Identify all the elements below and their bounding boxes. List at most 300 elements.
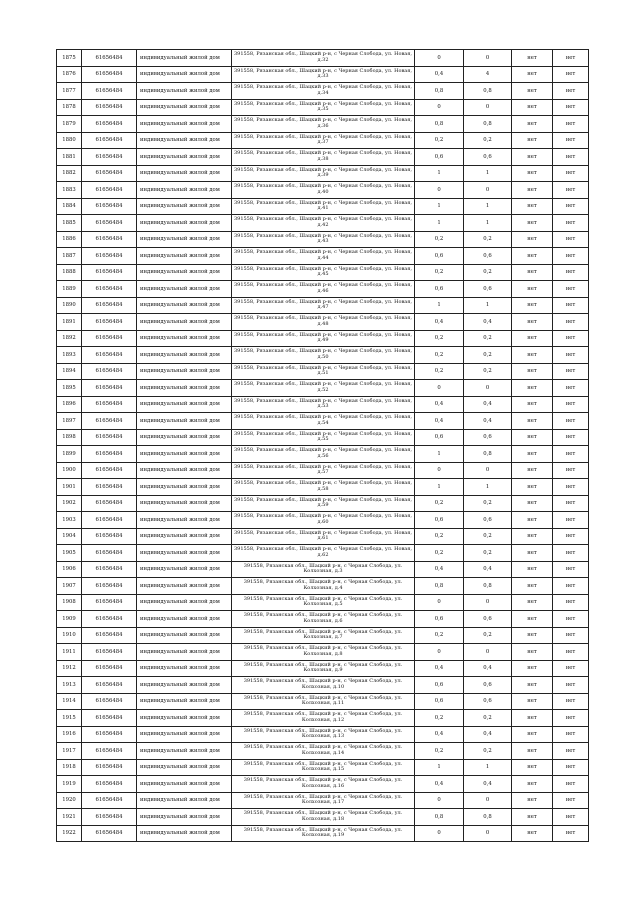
value-b-cell: 1 [464,165,512,182]
address-cell: 391558, Рязанская обл., Шацкий р-н, с Черная Слобода, ул. Новая, д.61 [232,528,415,545]
value-a-cell: 0,2 [415,231,464,248]
object-type-cell: индивидуальный жилой дом [137,495,232,512]
value-a-cell: 0 [415,644,464,661]
flag-2-cell: нет [553,264,589,281]
table-row [57,198,589,215]
address-cell: 391558, Рязанская обл., Шацкий р-н, с Черная Слобода, ул. Колхозная, д.7 [232,627,415,644]
flag-1-cell: нет [512,347,553,364]
oktmo-code-cell: 61656484 [82,660,137,677]
oktmo-code-cell: 61656484 [82,495,137,512]
address-cell: 391558, Рязанская обл., Шацкий р-н, с Черная Слобода, ул. Колхозная, д.3 [232,561,415,578]
oktmo-code-cell: 61656484 [82,264,137,281]
value-a-cell: 0,4 [415,726,464,743]
table-row [57,693,589,710]
flag-1-cell: нет [512,495,553,512]
row-number-cell: 1904 [57,528,82,545]
object-type-cell: индивидуальный жилой дом [137,693,232,710]
value-b-cell: 0,4 [464,776,512,793]
flag-2-cell: нет [553,462,589,479]
oktmo-code-cell: 61656484 [82,99,137,116]
object-type-cell: индивидуальный жилой дом [137,165,232,182]
oktmo-code-cell: 61656484 [82,809,137,826]
flag-2-cell: нет [553,99,589,116]
flag-2-cell: нет [553,198,589,215]
flag-2-cell: нет [553,446,589,463]
row-number-cell: 1920 [57,792,82,809]
address-cell: 391558, Рязанская обл., Шацкий р-н, с Черная Слобода, ул. Колхозная, д.18 [232,809,415,826]
value-b-cell: 0,6 [464,611,512,628]
object-type-cell: индивидуальный жилой дом [137,215,232,232]
row-number-cell: 1907 [57,578,82,595]
oktmo-code-cell: 61656484 [82,462,137,479]
address-cell: 391558, Рязанская обл., Шацкий р-н, с Черная Слобода, ул. Новая, д.39 [232,165,415,182]
table-row [57,83,589,100]
address-cell: 391558, Рязанская обл., Шацкий р-н, с Черная Слобода, ул. Новая, д.38 [232,149,415,166]
address-cell: 391558, Рязанская обл., Шацкий р-н, с Черная Слобода, ул. Новая, д.53 [232,396,415,413]
row-number-cell: 1917 [57,743,82,760]
flag-2-cell: нет [553,215,589,232]
object-type-cell: индивидуальный жилой дом [137,594,232,611]
table-row [57,248,589,265]
value-a-cell: 0,4 [415,561,464,578]
object-type-cell: индивидуальный жилой дом [137,396,232,413]
table-row [57,396,589,413]
oktmo-code-cell: 61656484 [82,215,137,232]
row-number-cell: 1922 [57,825,82,842]
value-b-cell: 0,8 [464,446,512,463]
flag-1-cell: нет [512,792,553,809]
row-number-cell: 1905 [57,545,82,562]
object-type-cell: индивидуальный жилой дом [137,149,232,166]
value-b-cell: 0,6 [464,429,512,446]
flag-2-cell: нет [553,50,589,67]
oktmo-code-cell: 61656484 [82,198,137,215]
value-b-cell: 0,4 [464,396,512,413]
value-a-cell: 0,8 [415,578,464,595]
oktmo-code-cell: 61656484 [82,677,137,694]
address-cell: 391558, Рязанская обл., Шацкий р-н, с Черная Слобода, ул. Новая, д.44 [232,248,415,265]
table-row [57,314,589,331]
object-type-cell: индивидуальный жилой дом [137,347,232,364]
oktmo-code-cell: 61656484 [82,297,137,314]
table-row [57,347,589,364]
flag-1-cell: нет [512,231,553,248]
oktmo-code-cell: 61656484 [82,149,137,166]
object-type-cell: индивидуальный жилой дом [137,281,232,298]
value-a-cell: 0,6 [415,693,464,710]
flag-1-cell: нет [512,677,553,694]
row-number-cell: 1911 [57,644,82,661]
flag-1-cell: нет [512,611,553,628]
flag-1-cell: нет [512,83,553,100]
value-b-cell: 4 [464,66,512,83]
object-type-cell: индивидуальный жилой дом [137,759,232,776]
table-row [57,215,589,232]
address-cell: 391558, Рязанская обл., Шацкий р-н, с Черная Слобода, ул. Колхозная, д.9 [232,660,415,677]
value-a-cell: 1 [415,297,464,314]
value-b-cell: 0,8 [464,83,512,100]
value-b-cell: 1 [464,215,512,232]
object-type-cell: индивидуальный жилой дом [137,248,232,265]
value-b-cell: 0 [464,594,512,611]
flag-2-cell: нет [553,66,589,83]
row-number-cell: 1877 [57,83,82,100]
table-row [57,182,589,199]
flag-1-cell: нет [512,710,553,727]
value-b-cell: 0,4 [464,314,512,331]
address-cell: 391558, Рязанская обл., Шацкий р-н, с Черная Слобода, ул. Новая, д.41 [232,198,415,215]
address-cell: 391558, Рязанская обл., Шацкий р-н, с Черная Слобода, ул. Новая, д.59 [232,495,415,512]
value-b-cell: 0 [464,380,512,397]
oktmo-code-cell: 61656484 [82,314,137,331]
address-cell: 391558, Рязанская обл., Шацкий р-н, с Черная Слобода, ул. Колхозная, д.17 [232,792,415,809]
address-cell: 391558, Рязанская обл., Шацкий р-н, с Черная Слобода, ул. Новая, д.52 [232,380,415,397]
oktmo-code-cell: 61656484 [82,66,137,83]
address-cell: 391558, Рязанская обл., Шацкий р-н, с Черная Слобода, ул. Новая, д.60 [232,512,415,529]
row-number-cell: 1903 [57,512,82,529]
value-b-cell: 0,2 [464,264,512,281]
value-b-cell: 0,2 [464,231,512,248]
oktmo-code-cell: 61656484 [82,792,137,809]
table-row [57,99,589,116]
address-cell: 391558, Рязанская обл., Шацкий р-н, с Черная Слобода, ул. Новая, д.43 [232,231,415,248]
flag-2-cell: нет [553,83,589,100]
flag-2-cell: нет [553,660,589,677]
value-a-cell: 0 [415,99,464,116]
address-cell: 391558, Рязанская обл., Шацкий р-н, с Черная Слобода, ул. Новая, д.32 [232,50,415,67]
table-row [57,825,589,842]
flag-2-cell: нет [553,726,589,743]
object-type-cell: индивидуальный жилой дом [137,644,232,661]
flag-2-cell: нет [553,825,589,842]
address-cell: 391558, Рязанская обл., Шацкий р-н, с Черная Слобода, ул. Колхозная, д.16 [232,776,415,793]
value-b-cell: 0 [464,182,512,199]
value-a-cell: 0,4 [415,314,464,331]
oktmo-code-cell: 61656484 [82,693,137,710]
object-type-cell: индивидуальный жилой дом [137,297,232,314]
value-a-cell: 1 [415,165,464,182]
value-a-cell: 0,4 [415,396,464,413]
value-b-cell: 0,2 [464,710,512,727]
row-number-cell: 1882 [57,165,82,182]
flag-2-cell: нет [553,429,589,446]
flag-2-cell: нет [553,512,589,529]
flag-1-cell: нет [512,743,553,760]
object-type-cell: индивидуальный жилой дом [137,710,232,727]
oktmo-code-cell: 61656484 [82,726,137,743]
flag-1-cell: нет [512,825,553,842]
oktmo-code-cell: 61656484 [82,380,137,397]
value-b-cell: 0,2 [464,495,512,512]
value-a-cell: 0 [415,792,464,809]
oktmo-code-cell: 61656484 [82,248,137,265]
address-cell: 391558, Рязанская обл., Шацкий р-н, с Черная Слобода, ул. Новая, д.49 [232,330,415,347]
oktmo-code-cell: 61656484 [82,429,137,446]
value-b-cell: 0 [464,792,512,809]
flag-2-cell: нет [553,792,589,809]
address-cell: 391558, Рязанская обл., Шацкий р-н, с Черная Слобода, ул. Новая, д.36 [232,116,415,133]
table-row [57,710,589,727]
table-row [57,165,589,182]
address-cell: 391558, Рязанская обл., Шацкий р-н, с Черная Слобода, ул. Новая, д.57 [232,462,415,479]
table-row [57,363,589,380]
object-type-cell: индивидуальный жилой дом [137,66,232,83]
oktmo-code-cell: 61656484 [82,594,137,611]
object-type-cell: индивидуальный жилой дом [137,462,232,479]
table-row [57,561,589,578]
value-b-cell: 0,6 [464,677,512,694]
table-row [57,660,589,677]
value-a-cell: 0,8 [415,809,464,826]
value-b-cell: 0,2 [464,627,512,644]
address-cell: 391558, Рязанская обл., Шацкий р-н, с Черная Слобода, ул. Колхозная, д.11 [232,693,415,710]
oktmo-code-cell: 61656484 [82,512,137,529]
object-type-cell: индивидуальный жилой дом [137,231,232,248]
flag-2-cell: нет [553,363,589,380]
value-b-cell: 1 [464,198,512,215]
flag-1-cell: нет [512,429,553,446]
address-cell: 391558, Рязанская обл., Шацкий р-н, с Черная Слобода, ул. Новая, д.51 [232,363,415,380]
oktmo-code-cell: 61656484 [82,545,137,562]
address-cell: 391558, Рязанская обл., Шацкий р-н, с Черная Слобода, ул. Новая, д.35 [232,99,415,116]
flag-2-cell: нет [553,248,589,265]
row-number-cell: 1879 [57,116,82,133]
value-b-cell: 0,8 [464,809,512,826]
flag-2-cell: нет [553,347,589,364]
oktmo-code-cell: 61656484 [82,413,137,430]
oktmo-code-cell: 61656484 [82,165,137,182]
value-a-cell: 0,8 [415,83,464,100]
flag-2-cell: нет [553,495,589,512]
flag-1-cell: нет [512,446,553,463]
flag-2-cell: нет [553,314,589,331]
flag-1-cell: нет [512,644,553,661]
flag-2-cell: нет [553,116,589,133]
address-cell: 391558, Рязанская обл., Шацкий р-н, с Черная Слобода, ул. Новая, д.48 [232,314,415,331]
table-row [57,677,589,694]
flag-2-cell: нет [553,231,589,248]
address-cell: 391558, Рязанская обл., Шацкий р-н, с Черная Слобода, ул. Новая, д.58 [232,479,415,496]
value-a-cell: 0,2 [415,743,464,760]
row-number-cell: 1880 [57,132,82,149]
table-row [57,792,589,809]
object-type-cell: индивидуальный жилой дом [137,825,232,842]
value-a-cell: 0,4 [415,776,464,793]
object-type-cell: индивидуальный жилой дом [137,677,232,694]
value-b-cell: 0,4 [464,660,512,677]
address-cell: 391558, Рязанская обл., Шацкий р-н, с Черная Слобода, ул. Новая, д.45 [232,264,415,281]
row-number-cell: 1915 [57,710,82,727]
value-a-cell: 0,4 [415,660,464,677]
table-row [57,297,589,314]
object-type-cell: индивидуальный жилой дом [137,545,232,562]
object-type-cell: индивидуальный жилой дом [137,809,232,826]
address-cell: 391558, Рязанская обл., Шацкий р-н, с Черная Слобода, ул. Новая, д.33 [232,66,415,83]
oktmo-code-cell: 61656484 [82,710,137,727]
flag-1-cell: нет [512,330,553,347]
value-a-cell: 0,6 [415,281,464,298]
object-type-cell: индивидуальный жилой дом [137,627,232,644]
table-row [57,281,589,298]
value-b-cell: 1 [464,759,512,776]
row-number-cell: 1892 [57,330,82,347]
table-row [57,528,589,545]
table-row [57,413,589,430]
flag-2-cell: нет [553,693,589,710]
row-number-cell: 1881 [57,149,82,166]
flag-2-cell: нет [553,479,589,496]
value-b-cell: 0,6 [464,512,512,529]
value-a-cell: 0,4 [415,413,464,430]
value-b-cell: 0,8 [464,578,512,595]
object-type-cell: индивидуальный жилой дом [137,578,232,595]
object-type-cell: индивидуальный жилой дом [137,446,232,463]
object-type-cell: индивидуальный жилой дом [137,132,232,149]
object-type-cell: индивидуальный жилой дом [137,479,232,496]
value-a-cell: 0,2 [415,627,464,644]
oktmo-code-cell: 61656484 [82,611,137,628]
flag-1-cell: нет [512,413,553,430]
flag-1-cell: нет [512,462,553,479]
row-number-cell: 1885 [57,215,82,232]
row-number-cell: 1909 [57,611,82,628]
flag-1-cell: нет [512,248,553,265]
address-cell: 391558, Рязанская обл., Шацкий р-н, с Черная Слобода, ул. Новая, д.54 [232,413,415,430]
address-cell: 391558, Рязанская обл., Шацкий р-н, с Черная Слобода, ул. Колхозная, д.8 [232,644,415,661]
flag-1-cell: нет [512,660,553,677]
value-b-cell: 0,2 [464,132,512,149]
row-number-cell: 1875 [57,50,82,67]
table-row [57,330,589,347]
value-b-cell: 0,6 [464,149,512,166]
oktmo-code-cell: 61656484 [82,83,137,100]
value-b-cell: 0,4 [464,413,512,430]
flag-1-cell: нет [512,512,553,529]
flag-1-cell: нет [512,215,553,232]
oktmo-code-cell: 61656484 [82,347,137,364]
flag-2-cell: нет [553,413,589,430]
object-type-cell: индивидуальный жилой дом [137,776,232,793]
object-type-cell: индивидуальный жилой дом [137,611,232,628]
flag-1-cell: нет [512,99,553,116]
flag-1-cell: нет [512,149,553,166]
row-number-cell: 1887 [57,248,82,265]
value-b-cell: 0,2 [464,330,512,347]
flag-1-cell: нет [512,50,553,67]
row-number-cell: 1876 [57,66,82,83]
oktmo-code-cell: 61656484 [82,330,137,347]
table-row [57,380,589,397]
value-b-cell: 0,4 [464,726,512,743]
address-cell: 391558, Рязанская обл., Шацкий р-н, с Черная Слобода, ул. Колхозная, д.6 [232,611,415,628]
value-a-cell: 0,2 [415,330,464,347]
object-type-cell: индивидуальный жилой дом [137,528,232,545]
table-row [57,627,589,644]
flag-2-cell: нет [553,545,589,562]
address-cell: 391558, Рязанская обл., Шацкий р-н, с Черная Слобода, ул. Колхозная, д.13 [232,726,415,743]
address-cell: 391558, Рязанская обл., Шацкий р-н, с Черная Слобода, ул. Новая, д.37 [232,132,415,149]
table-row [57,809,589,826]
flag-1-cell: нет [512,264,553,281]
table-row [57,132,589,149]
flag-1-cell: нет [512,545,553,562]
row-number-cell: 1884 [57,198,82,215]
row-number-cell: 1900 [57,462,82,479]
flag-2-cell: нет [553,710,589,727]
flag-1-cell: нет [512,116,553,133]
flag-1-cell: нет [512,396,553,413]
row-number-cell: 1919 [57,776,82,793]
oktmo-code-cell: 61656484 [82,743,137,760]
oktmo-code-cell: 61656484 [82,627,137,644]
address-cell: 391558, Рязанская обл., Шацкий р-н, с Черная Слобода, ул. Новая, д.47 [232,297,415,314]
flag-2-cell: нет [553,627,589,644]
flag-2-cell: нет [553,165,589,182]
table-row [57,726,589,743]
flag-1-cell: нет [512,627,553,644]
table-row [57,264,589,281]
flag-1-cell: нет [512,561,553,578]
flag-2-cell: нет [553,594,589,611]
row-number-cell: 1898 [57,429,82,446]
value-a-cell: 0,6 [415,248,464,265]
object-type-cell: индивидуальный жилой дом [137,413,232,430]
value-a-cell: 1 [415,446,464,463]
row-number-cell: 1886 [57,231,82,248]
value-b-cell: 0 [464,462,512,479]
oktmo-code-cell: 61656484 [82,396,137,413]
row-number-cell: 1918 [57,759,82,776]
oktmo-code-cell: 61656484 [82,116,137,133]
flag-1-cell: нет [512,693,553,710]
oktmo-code-cell: 61656484 [82,479,137,496]
value-a-cell: 0,2 [415,132,464,149]
row-number-cell: 1878 [57,99,82,116]
flag-2-cell: нет [553,776,589,793]
value-b-cell: 0,8 [464,116,512,133]
flag-1-cell: нет [512,578,553,595]
table-row [57,512,589,529]
value-b-cell: 0,2 [464,545,512,562]
value-a-cell: 0,2 [415,545,464,562]
flag-1-cell: нет [512,726,553,743]
object-type-cell: индивидуальный жилой дом [137,182,232,199]
object-type-cell: индивидуальный жилой дом [137,512,232,529]
flag-2-cell: нет [553,396,589,413]
oktmo-code-cell: 61656484 [82,528,137,545]
value-b-cell: 0,6 [464,693,512,710]
table-row [57,50,589,67]
table-row [57,66,589,83]
flag-2-cell: нет [553,759,589,776]
address-cell: 391558, Рязанская обл., Шацкий р-н, с Черная Слобода, ул. Колхозная, д.5 [232,594,415,611]
value-a-cell: 0 [415,380,464,397]
value-a-cell: 0,2 [415,528,464,545]
row-number-cell: 1897 [57,413,82,430]
flag-1-cell: нет [512,132,553,149]
table-row [57,743,589,760]
value-b-cell: 1 [464,479,512,496]
value-b-cell: 0,2 [464,347,512,364]
address-cell: 391558, Рязанская обл., Шацкий р-н, с Черная Слобода, ул. Новая, д.46 [232,281,415,298]
row-number-cell: 1895 [57,380,82,397]
row-number-cell: 1910 [57,627,82,644]
object-type-cell: индивидуальный жилой дом [137,50,232,67]
address-cell: 391558, Рязанская обл., Шацкий р-н, с Черная Слобода, ул. Новая, д.55 [232,429,415,446]
flag-2-cell: нет [553,330,589,347]
row-number-cell: 1916 [57,726,82,743]
value-a-cell: 0,2 [415,710,464,727]
